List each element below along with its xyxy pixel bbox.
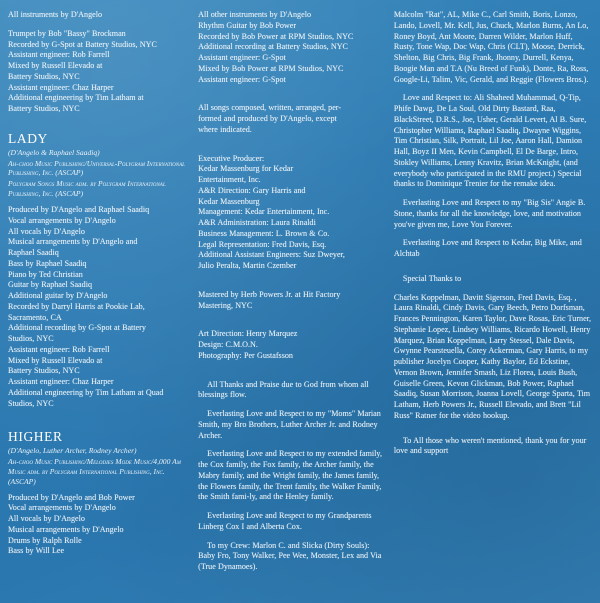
track-credit-line: Bass by Raphael Saadiq (8, 258, 87, 268)
mastering-credit-line: Mastering, NYC (198, 300, 253, 310)
instrument-credit-line: Assistant engineer: G-Spot (198, 74, 286, 84)
track-writers-lady: (D'Angelo & Raphael Saadiq) (8, 147, 100, 157)
art-credit-line: Photography: Per Gustafsson (198, 350, 293, 360)
thanks-paragraph: Everlasting Love and Respect to my "Big Sis" Angie B. Stone, thanks for all the knowledge, love, and motivation you've given me, Love You Forever. (393, 198, 586, 229)
column-three (394, 10, 592, 595)
track-credit-line: Battery Studios, NYC (8, 366, 80, 376)
track-credit-line: Piano by Ted Christian (8, 269, 83, 279)
instrument-credit-line: Rhythm Guitar by Bob Power (198, 20, 297, 30)
track-writers-higher: (D'Angelo, Luther Archer, Rodney Archer) (8, 446, 137, 456)
special-thanks-paragraph: Charles Koppelman, Davitt Sigerson, Fred Davis, Esq. , Laura Rinaldi, Cindy Davis, Gary Beech, Petro Dorfsman, Frances Pennington, Karen Taylor, Dave Rosas, Eric Turner, Stephanie Lopez, Lindsey Williams, Ricardo Howell, Henry Marquez, Brian Koppelman, Larry Stessel, Dale Davis, Gwynne Pearsteuella, Corey Ackerman, Gary Harris, to my publisher Jocelyn Cooper, Kathy Baylor, Ed Eckstine, Vernon Brown, Jennifer Smash, Liz Florea, Louis Bush, Guiselle Green, Kevon Glickman, Bob Power, Raphael Saadiq, Susan Morrison, Joanna Lovell, George Sparta, Tim Latham, Herb Powers Jr., Russell Elevado, and Brett "Lil Russ" Ratner for the video hookup. (393, 292, 592, 420)
production-credit-line: Legal Representation: Fred Davis, Esq. (198, 239, 327, 249)
track-credit-line: Additional recording by G-Spot at Battery (8, 323, 146, 333)
credits-intro-line: All instruments by D'Angelo (8, 10, 103, 19)
track-credit-line: Studios, NYC (8, 398, 54, 408)
production-credit-line: Entertainment, Inc. (198, 175, 261, 184)
credits-intro-line: Assistant engineer: Rob Farrell (8, 50, 110, 60)
songs-statement-line: formed and produced by D'Angelo, except (198, 114, 337, 123)
production-credit-line: Executive Producer: (198, 153, 265, 163)
column-two (198, 10, 385, 595)
closing-paragraph: To All those who weren't mentioned, thank you for your love and support (393, 435, 587, 456)
track-publishing-higher: Ah-choo Music Publishing/Melodies Mode Music/4,000 Am Music adm. by Polygram International Publishing, Inc. (ASCAP) (8, 457, 181, 486)
special-thanks-heading: Special Thanks to (402, 273, 462, 283)
track-credit-line: Sacramento, CA (8, 312, 62, 322)
production-credit-line: Management: Kedar Entertainment, Inc. (198, 207, 330, 217)
credits-intro-line: Trumpet by Bob "Bassy" Brockman (8, 28, 126, 38)
credits-intro-line: Battery Studios, NYC (8, 71, 80, 81)
track-credit-line: Drums by Ralph Rolle (8, 535, 82, 545)
instrument-credit-line: Additional recording at Battery Studios, NYC (198, 42, 348, 52)
instrument-credit-line: Recorded by Bob Power at RPM Studios, NYC (198, 31, 354, 41)
thanks-paragraph: Everlasting Love and Respect to my Grandparents Linberg Cox I and Alberta Cox. (198, 511, 372, 531)
production-credit-line: Business Management: L. Brown & Co. (198, 228, 330, 238)
thanks-paragraph: Everlasting Love and Respect to my "Moms" Marian Smith, my Bro Brothers, Luther Archer Jr. and Rodney Archer. (198, 409, 381, 440)
track-title-lady: LADY (8, 130, 48, 146)
songs-statement-line: where indicated. (198, 124, 252, 134)
track-credit-line: Mixed by Russell Elevado at (8, 355, 103, 365)
columns-container (8, 10, 592, 595)
production-credit-line: Kedar Massenburg (198, 196, 260, 206)
credits-intro-line: Additional engineering by Tim Latham at (8, 93, 144, 103)
track-credit-line: Additional engineering by Tim Latham at Quad (8, 387, 164, 397)
production-credit-line: A&R Administration: Laura Rinaldi (198, 218, 316, 227)
track-credit-line: Vocal arrangements by D'Angelo (8, 215, 116, 225)
instrument-credit-line: All other instruments by D'Angelo (198, 10, 311, 19)
instrument-credit-line: Mixed by Bob Power at RPM Studios, NYC (198, 63, 344, 73)
track-credit-line: Additional guitar by D'Angelo (8, 291, 108, 301)
thanks-paragraph: Everlasting Love and Respect to my extended family, the Cox family, the Fox family, the Archer family, the Mabry family, and the Wright family, the James family, the Flowers family, the Trent family, the Walker Family, the Smith fami-ly, and the Henley family. (198, 449, 382, 502)
production-credit-line: Julio Peralta, Martin Czember (198, 261, 297, 270)
track-credit-line: Recorded by Darryl Harris at Pookie Lab, (8, 301, 145, 311)
track-publishing-lady: Polygram Songs Music adm. by Polygram International Publishing, Inc. (ASCAP) (8, 179, 166, 199)
thanks-paragraph: Love and Respect to: Ali Shaheed Muhammad, Q-Tip, Phife Dawg, De La Soul, Old Dirty Bastard, Raa, BlackStreet, D.R.S., Joe, Usher, Gerald Levert, Al B. Sure, Christopher Williams, Raphael Saadiq, Dwayne Wiggins, Tim Christian, Silk, Portrait, Lil Joe, Aaron Hall, Damion Hall, Boyz II Men, Kevin Campbell, El De Barge, Intro, Stokley Williams, Lenny Kravitz, Brian McKnight, (and everybody who participated in the RMU project.) Special thanks to Dominique Trenier for the remake idea. (393, 93, 587, 189)
thanks-paragraph: Everlasting Love and Respect to Kedar, Big Mike, and Alchtab (393, 238, 582, 258)
credits-intro-line: Battery Studios, NYC (8, 104, 80, 113)
songs-statement-line: All songs composed, written, arranged, per- (198, 103, 342, 113)
track-title-higher: HIGHER (8, 429, 63, 445)
credits-intro-line: Mixed by Russell Elevado at (8, 61, 103, 70)
track-credit-line: Produced by D'Angelo and Bob Power (8, 492, 135, 502)
art-credit-line: Art Direction: Henry Marquez (198, 329, 298, 339)
production-credit-line: A&R Direction: Gary Harris and (198, 185, 306, 195)
thanks-paragraph: Malcolm "Rat", AL, Mike C., Carl Smith, Boris, Lonzo, Lando, Lovell, Mr. Kell, Jus, Chuck, Marlon Burns, An Lo, Roney Boyd, Ant Moore, Darren Wilder, Marlon Huff, Rusty, Tone Wap, Doc Wap, Chris (CLT), Moose, Derrick, Shelton, Big Chris, Big Frank, Jhonny, Durrell, Kenya, Boogie Man and T.A (Nu Breed of Funk), Donte, Ra, Ross, Google-Li, Talim, Vic, Gerald, and Reggie (Flowers Bros.). (393, 10, 589, 84)
track-credit-line: Raphael Saadiq (8, 248, 59, 258)
track-credit-line: Musical arrangements by D'Angelo and (8, 237, 138, 247)
track-credit-line: Musical arrangements by D'Angelo (8, 524, 124, 534)
track-credit-line: All vocals by D'Angelo (8, 514, 85, 524)
track-credit-line: All vocals by D'Angelo (8, 226, 85, 236)
thanks-paragraph: To my Crew: Marlon C. and Slicka (Dirty Souls): Baby Fro, Tony Walker, Pee Wee, Monster, Lex and Via (True Dynamoes). (198, 540, 382, 571)
production-credit-line: Kedar Massenburg for Kedar (198, 164, 294, 174)
track-credit-line: Assistant engineer: Chaz Harper (8, 377, 114, 387)
track-credit-line: Assistant engineer: Rob Farrell (8, 344, 110, 354)
track-credit-line: Guitar by Raphael Saadiq (8, 280, 92, 290)
credits-intro-line: Recorded by G-Spot at Battery Studios, NYC (8, 39, 157, 49)
art-credit-line: Design: C.M.O.N. (198, 340, 258, 349)
instrument-credit-line: Assistant engineer: G-Spot (198, 53, 286, 62)
track-credit-line: Bass by Will Lee (8, 546, 65, 556)
track-credit-line: Studios, NYC (8, 334, 54, 344)
production-credit-line: Additional Assistant Engineers: Suz Dweyer, (198, 250, 345, 260)
track-publishing-lady: Ah-choo Music Publishing/Universal-Polygram International Publishing, Inc. (ASCAP) (8, 158, 185, 178)
column-one (8, 10, 189, 595)
track-credit-line: Vocal arrangements by D'Angelo (8, 503, 116, 513)
track-credit-line: Produced by D'Angelo and Raphael Saadiq (8, 205, 150, 215)
credits-intro-line: Assistant engineer: Chaz Harper (8, 82, 114, 92)
thanks-paragraph: All Thanks and Praise due to God from whom all blessings flow. (198, 379, 369, 400)
mastering-credit-line: Mastered by Herb Powers Jr. at Hit Factory (198, 289, 341, 299)
